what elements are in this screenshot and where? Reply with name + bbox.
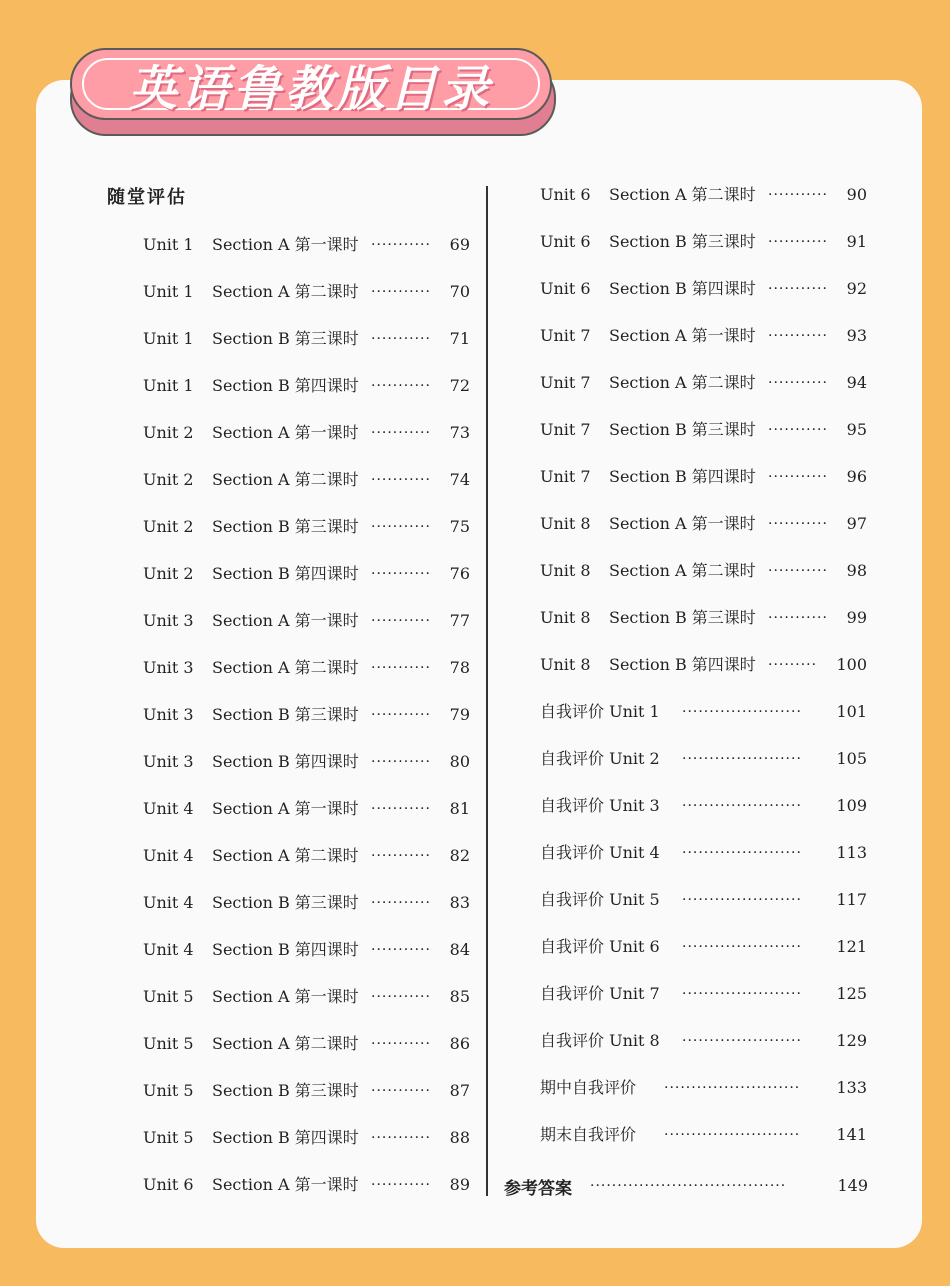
toc-entry-page-number: 87 xyxy=(449,1081,470,1100)
toc-entry-unit: Unit 7 xyxy=(540,420,591,439)
toc-entry-page-number: 88 xyxy=(449,1128,470,1147)
toc-entry-unit: Unit 1 xyxy=(143,376,194,395)
toc-entry-page-number: 79 xyxy=(449,705,470,724)
answers-page-number: 149 xyxy=(837,1176,868,1195)
toc-entry-leader-dots: ························· xyxy=(664,1127,801,1143)
toc-entry-section: Section A 第二课时 xyxy=(212,658,359,677)
toc-entry[interactable] xyxy=(143,327,483,351)
toc-entry-unit: Unit 6 xyxy=(540,185,591,204)
toc-entry[interactable] xyxy=(540,512,880,536)
toc-entry-leader-dots: ··········· xyxy=(371,331,431,347)
toc-entry-page-number: 97 xyxy=(846,514,867,533)
toc-entry-unit: Unit 2 xyxy=(143,423,194,442)
toc-entry[interactable] xyxy=(143,515,483,539)
toc-entry[interactable] xyxy=(143,656,483,680)
toc-entry-page-number: 85 xyxy=(449,987,470,1006)
toc-entry-page-number: 75 xyxy=(449,517,470,536)
toc-entry-leader-dots: ··········· xyxy=(371,895,431,911)
toc-entry-unit: Unit 6 xyxy=(143,1175,194,1194)
toc-entry[interactable] xyxy=(540,324,880,348)
toc-entry-page-number: 133 xyxy=(836,1078,867,1097)
toc-entry-section: Section B 第四课时 xyxy=(609,655,756,674)
toc-entry-page-number: 98 xyxy=(846,561,867,580)
toc-entry-page-number: 86 xyxy=(449,1034,470,1053)
toc-entry-page-number: 117 xyxy=(836,890,867,909)
toc-entry-leader-dots: ······················ xyxy=(682,1033,802,1049)
toc-entry[interactable] xyxy=(540,606,880,630)
toc-entry-leader-dots: ······················ xyxy=(682,986,802,1002)
toc-entry[interactable] xyxy=(143,844,483,868)
toc-entry[interactable] xyxy=(540,841,880,865)
toc-entry[interactable] xyxy=(540,747,880,771)
toc-entry-unit: Unit 2 xyxy=(143,470,194,489)
column-divider xyxy=(486,186,488,1196)
toc-entry[interactable] xyxy=(143,750,483,774)
toc-entry-page-number: 74 xyxy=(449,470,470,489)
toc-entry[interactable] xyxy=(143,374,483,398)
toc-entry-section: Section A 第二课时 xyxy=(212,846,359,865)
toc-entry[interactable] xyxy=(540,1123,880,1147)
toc-entry-leader-dots: ··········· xyxy=(371,1036,431,1052)
toc-entry-leader-dots: ··········· xyxy=(371,566,431,582)
toc-entry-page-number: 99 xyxy=(846,608,867,627)
toc-entry-section: Section A 第一课时 xyxy=(212,987,359,1006)
toc-entry-unit: Unit 4 xyxy=(143,846,194,865)
toc-entry-unit: Unit 6 xyxy=(540,279,591,298)
toc-entry-unit: Unit 8 xyxy=(540,514,591,533)
toc-entry-unit: Unit 1 xyxy=(143,282,194,301)
toc-entry-page-number: 77 xyxy=(449,611,470,630)
toc-entry-leader-dots: ··········· xyxy=(371,660,431,676)
toc-entry-label: 自我评价 Unit 7 xyxy=(540,984,660,1003)
toc-entry-leader-dots: ··········· xyxy=(371,237,431,253)
toc-entry-page-number: 141 xyxy=(836,1125,867,1144)
toc-entry-page-number: 92 xyxy=(846,279,867,298)
title-banner xyxy=(70,48,552,120)
toc-entry-leader-dots: ··········· xyxy=(768,516,828,532)
toc-entry[interactable] xyxy=(540,982,880,1006)
toc-entry[interactable] xyxy=(540,653,880,677)
toc-entry-leader-dots: ··········· xyxy=(371,519,431,535)
toc-entry[interactable] xyxy=(540,559,880,583)
toc-entry-section: Section B 第三课时 xyxy=(212,329,359,348)
toc-entry[interactable] xyxy=(143,797,483,821)
toc-entry-unit: Unit 8 xyxy=(540,608,591,627)
toc-entry-section: Section B 第四课时 xyxy=(212,1128,359,1147)
toc-entry-label: 自我评价 Unit 6 xyxy=(540,937,660,956)
toc-entry-page-number: 76 xyxy=(449,564,470,583)
toc-entry-page-number: 105 xyxy=(836,749,867,768)
toc-entry-leader-dots: ··········· xyxy=(371,284,431,300)
toc-entry-page-number: 129 xyxy=(836,1031,867,1050)
toc-entry-unit: Unit 5 xyxy=(143,987,194,1006)
toc-entry[interactable] xyxy=(143,1032,483,1056)
toc-entry-leader-dots: ······················ xyxy=(682,892,802,908)
toc-entry-leader-dots: ··········· xyxy=(371,1130,431,1146)
answers-entry[interactable] xyxy=(588,1174,868,1198)
toc-entry-section: Section A 第二课时 xyxy=(212,470,359,489)
toc-entry-page-number: 81 xyxy=(449,799,470,818)
toc-entry[interactable] xyxy=(540,700,880,724)
toc-entry[interactable] xyxy=(143,891,483,915)
toc-entry-page-number: 71 xyxy=(449,329,470,348)
toc-entry[interactable] xyxy=(540,1029,880,1053)
toc-entry[interactable] xyxy=(143,1079,483,1103)
toc-entry-unit: Unit 3 xyxy=(143,752,194,771)
toc-entry-unit: Unit 8 xyxy=(540,655,591,674)
toc-entry[interactable] xyxy=(143,421,483,445)
toc-entry-page-number: 109 xyxy=(836,796,867,815)
toc-entry-leader-dots: ··········· xyxy=(768,422,828,438)
toc-entry-leader-dots: ··········· xyxy=(371,801,431,817)
section-heading: 随堂评估 xyxy=(107,187,187,208)
toc-entry-unit: Unit 2 xyxy=(143,517,194,536)
toc-entry-section: Section B 第四课时 xyxy=(212,752,359,771)
answers-heading[interactable] xyxy=(504,1174,572,1199)
toc-entry-leader-dots: ··········· xyxy=(371,1177,431,1193)
toc-entry-leader-dots: ························· xyxy=(664,1080,801,1096)
toc-entry-leader-dots: ··········· xyxy=(371,472,431,488)
toc-entry-section: Section B 第四课时 xyxy=(609,467,756,486)
toc-entry-section: Section A 第二课时 xyxy=(212,1034,359,1053)
toc-entry-page-number: 89 xyxy=(449,1175,470,1194)
toc-entry-section: Section A 第二课时 xyxy=(609,373,756,392)
toc-entry[interactable] xyxy=(143,562,483,586)
toc-entry-unit: Unit 7 xyxy=(540,467,591,486)
toc-entry-label: 期末自我评价 xyxy=(540,1125,637,1144)
toc-entry-page-number: 90 xyxy=(846,185,867,204)
toc-entry-unit: Unit 6 xyxy=(540,232,591,251)
toc-entry-page-number: 72 xyxy=(449,376,470,395)
toc-entry[interactable] xyxy=(540,794,880,818)
toc-entry[interactable] xyxy=(143,985,483,1009)
answers-leader-dots: ···································· xyxy=(590,1178,787,1194)
toc-entry-page-number: 70 xyxy=(449,282,470,301)
toc-entry[interactable] xyxy=(143,1173,483,1197)
toc-entry-leader-dots: ··········· xyxy=(371,942,431,958)
toc-entry[interactable] xyxy=(143,280,483,304)
toc-entry-page-number: 125 xyxy=(836,984,867,1003)
toc-entry-leader-dots: ··········· xyxy=(371,1083,431,1099)
toc-entry[interactable] xyxy=(143,468,483,492)
toc-entry-leader-dots: ··········· xyxy=(768,610,828,626)
toc-entry-leader-dots: ··········· xyxy=(768,187,828,203)
toc-entry-leader-dots: ··········· xyxy=(371,754,431,770)
toc-entry-leader-dots: ··········· xyxy=(371,848,431,864)
toc-entry-label: 自我评价 Unit 3 xyxy=(540,796,660,815)
toc-entry-section: Section B 第三课时 xyxy=(212,517,359,536)
toc-entry-leader-dots: ··········· xyxy=(371,613,431,629)
toc-entry-unit: Unit 4 xyxy=(143,940,194,959)
toc-entry-leader-dots: ··········· xyxy=(768,234,828,250)
toc-entry-section: Section A 第二课时 xyxy=(212,282,359,301)
toc-entry-unit: Unit 5 xyxy=(143,1034,194,1053)
toc-entry-unit: Unit 7 xyxy=(540,373,591,392)
toc-entry-page-number: 91 xyxy=(846,232,867,251)
toc-entry-unit: Unit 5 xyxy=(143,1081,194,1100)
toc-entry-leader-dots: ······················ xyxy=(682,845,802,861)
toc-entry-section: Section A 第一课时 xyxy=(212,611,359,630)
toc-entry-page-number: 96 xyxy=(846,467,867,486)
toc-entry-section: Section B 第四课时 xyxy=(212,376,359,395)
toc-entry-page-number: 121 xyxy=(836,937,867,956)
toc-entry-section: Section B 第四课时 xyxy=(212,564,359,583)
toc-entry-label: 自我评价 Unit 1 xyxy=(540,702,660,721)
toc-entry[interactable] xyxy=(143,938,483,962)
toc-entry-leader-dots: ··········· xyxy=(768,375,828,391)
toc-entry-leader-dots: ······················ xyxy=(682,751,802,767)
toc-entry-section: Section B 第三课时 xyxy=(609,608,756,627)
toc-entry-leader-dots: ··········· xyxy=(371,989,431,1005)
toc-entry-page-number: 113 xyxy=(836,843,867,862)
toc-entry[interactable] xyxy=(540,888,880,912)
answers-label: 参考答案 xyxy=(504,1179,572,1199)
toc-entry-unit: Unit 4 xyxy=(143,799,194,818)
toc-entry[interactable] xyxy=(540,418,880,442)
toc-entry-page-number: 80 xyxy=(449,752,470,771)
toc-entry-section: Section B 第三课时 xyxy=(609,232,756,251)
toc-entry-leader-dots: ··········· xyxy=(371,707,431,723)
toc-entry-section: Section B 第四课时 xyxy=(212,940,359,959)
toc-entry[interactable] xyxy=(540,183,880,207)
toc-entry-page-number: 95 xyxy=(846,420,867,439)
toc-entry-page-number: 101 xyxy=(836,702,867,721)
toc-entry[interactable] xyxy=(143,703,483,727)
toc-entry-page-number: 69 xyxy=(449,235,470,254)
toc-entry-leader-dots: ······················ xyxy=(682,704,802,720)
toc-entry[interactable] xyxy=(143,609,483,633)
toc-entry[interactable] xyxy=(540,230,880,254)
toc-entry-section: Section A 第二课时 xyxy=(609,185,756,204)
toc-entry-leader-dots: ··········· xyxy=(371,425,431,441)
toc-entry-unit: Unit 7 xyxy=(540,326,591,345)
toc-entry-section: Section A 第二课时 xyxy=(609,561,756,580)
toc-entry-page-number: 78 xyxy=(449,658,470,677)
toc-entry-section: Section B 第三课时 xyxy=(212,1081,359,1100)
toc-entry-section: Section A 第一课时 xyxy=(212,1175,359,1194)
toc-entry-unit: Unit 8 xyxy=(540,561,591,580)
toc-entry-leader-dots: ··········· xyxy=(768,563,828,579)
toc-entry[interactable] xyxy=(540,1076,880,1100)
toc-entry[interactable] xyxy=(143,233,483,257)
toc-entry-label: 自我评价 Unit 4 xyxy=(540,843,660,862)
toc-entry-page-number: 82 xyxy=(449,846,470,865)
toc-entry-page-number: 83 xyxy=(449,893,470,912)
toc-entry-label: 期中自我评价 xyxy=(540,1078,637,1097)
toc-entry-leader-dots: ······················ xyxy=(682,798,802,814)
toc-entry-unit: Unit 2 xyxy=(143,564,194,583)
toc-entry[interactable] xyxy=(540,465,880,489)
toc-entry-unit: Unit 4 xyxy=(143,893,194,912)
toc-entry-unit: Unit 1 xyxy=(143,329,194,348)
toc-entry-leader-dots: ··········· xyxy=(768,281,828,297)
toc-entry-label: 自我评价 Unit 5 xyxy=(540,890,660,909)
toc-entry-label: 自我评价 Unit 2 xyxy=(540,749,660,768)
toc-entry-leader-dots: ········· xyxy=(768,657,818,673)
toc-entry-page-number: 84 xyxy=(449,940,470,959)
toc-entry-leader-dots: ··········· xyxy=(768,328,828,344)
toc-entry-page-number: 94 xyxy=(846,373,867,392)
toc-entry-unit: Unit 5 xyxy=(143,1128,194,1147)
toc-entry-section: Section A 第一课时 xyxy=(609,514,756,533)
toc-entry[interactable] xyxy=(143,1126,483,1150)
toc-entry-section: Section B 第三课时 xyxy=(609,420,756,439)
toc-entry-unit: Unit 3 xyxy=(143,658,194,677)
toc-entry-page-number: 100 xyxy=(836,655,867,674)
toc-entry-section: Section B 第四课时 xyxy=(609,279,756,298)
toc-entry-unit: Unit 1 xyxy=(143,235,194,254)
toc-entry-section: Section A 第一课时 xyxy=(212,799,359,818)
toc-entry-section: Section A 第一课时 xyxy=(212,423,359,442)
toc-entry-unit: Unit 3 xyxy=(143,705,194,724)
toc-entry-section: Section B 第三课时 xyxy=(212,893,359,912)
toc-entry-leader-dots: ··········· xyxy=(371,378,431,394)
toc-entry-leader-dots: ··········· xyxy=(768,469,828,485)
toc-entry[interactable] xyxy=(540,935,880,959)
toc-entry[interactable] xyxy=(540,371,880,395)
toc-entry-label: 自我评价 Unit 8 xyxy=(540,1031,660,1050)
toc-entry-page-number: 73 xyxy=(449,423,470,442)
toc-entry-section: Section B 第三课时 xyxy=(212,705,359,724)
toc-entry-unit: Unit 3 xyxy=(143,611,194,630)
page-title: 英语鲁教版目录 xyxy=(128,60,493,117)
toc-entry-page-number: 93 xyxy=(846,326,867,345)
toc-entry-section: Section A 第一课时 xyxy=(609,326,756,345)
toc-entry[interactable] xyxy=(540,277,880,301)
toc-entry-section: Section A 第一课时 xyxy=(212,235,359,254)
toc-entry-leader-dots: ······················ xyxy=(682,939,802,955)
